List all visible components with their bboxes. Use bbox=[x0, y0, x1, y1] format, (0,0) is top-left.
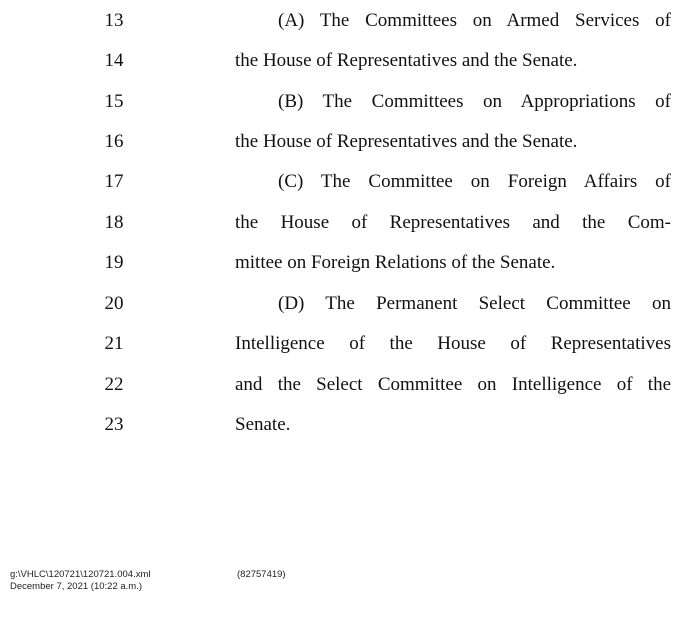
footer-file-info bbox=[10, 569, 230, 593]
line-text: the House of Representatives and the Senate. bbox=[235, 131, 578, 152]
bill-line bbox=[0, 208, 688, 238]
line-number: 18 bbox=[104, 212, 124, 233]
line-text: (C) The Committee on Foreign Affairs of bbox=[278, 171, 671, 192]
footer-document-id: (82757419) bbox=[237, 569, 286, 580]
line-text: Intelligence of the House of Representatives bbox=[235, 333, 671, 354]
line-number: 17 bbox=[104, 171, 124, 192]
bill-line bbox=[0, 167, 688, 197]
line-number: 22 bbox=[104, 374, 124, 395]
bill-line bbox=[0, 410, 688, 440]
line-text: the House of Representatives and the Com- bbox=[235, 212, 671, 233]
line-text: mittee on Foreign Relations of the Senate. bbox=[235, 252, 556, 273]
bill-line bbox=[0, 289, 688, 319]
bill-line bbox=[0, 127, 688, 157]
footer-date: December 7, 2021 (10:22 a.m.) bbox=[10, 581, 143, 592]
line-text: Senate. bbox=[235, 414, 291, 435]
line-text: (D) The Permanent Select Committee on bbox=[278, 293, 671, 314]
line-number: 23 bbox=[104, 414, 124, 435]
line-number: 20 bbox=[104, 293, 124, 314]
line-number: 13 bbox=[104, 10, 124, 31]
bill-line bbox=[0, 370, 688, 400]
footer-file-path: g:\VHLC\120721\120721.004.xml bbox=[10, 569, 151, 580]
bill-line bbox=[0, 6, 688, 36]
line-text: the House of Representatives and the Senate. bbox=[235, 50, 578, 71]
bill-line bbox=[0, 248, 688, 278]
line-text: (B) The Committees on Appropriations of bbox=[278, 91, 671, 112]
line-text: and the Select Committee on Intelligence of the bbox=[235, 374, 671, 395]
line-number: 14 bbox=[104, 50, 124, 71]
line-number: 21 bbox=[104, 333, 124, 354]
line-number: 15 bbox=[104, 91, 124, 112]
line-text: (A) The Committees on Armed Services of bbox=[278, 10, 671, 31]
bill-line bbox=[0, 329, 688, 359]
bill-line bbox=[0, 87, 688, 117]
line-number: 19 bbox=[104, 252, 124, 273]
line-number: 16 bbox=[104, 131, 124, 152]
bill-line bbox=[0, 46, 688, 76]
